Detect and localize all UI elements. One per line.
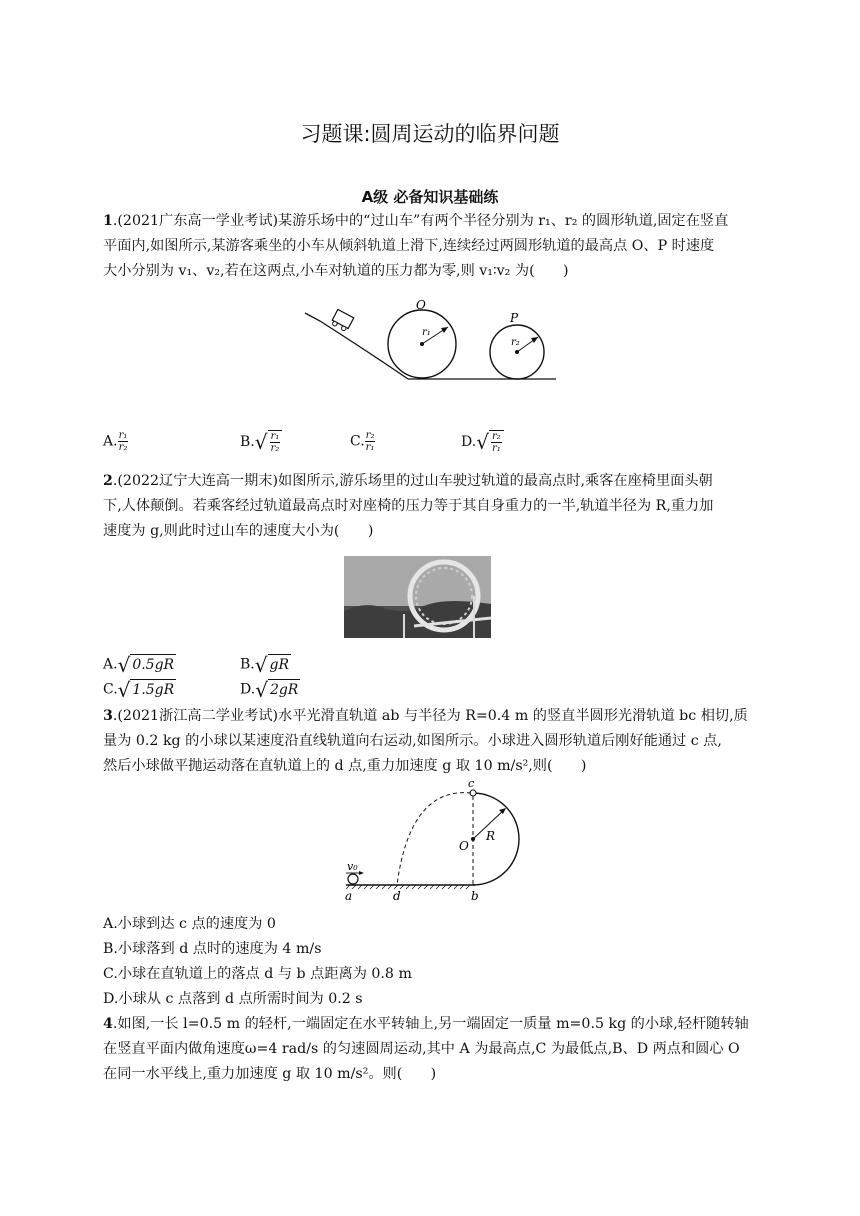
label-r2: r₂ <box>511 337 520 348</box>
q1-option-a-fraction <box>118 430 129 453</box>
q2-option-b-expr: gR <box>268 654 292 675</box>
q3-option-d[interactable]: D.小球从 c 点落到 d 点所需时间为 0.2 s <box>103 991 363 1007</box>
q1-option-c-label: C. <box>350 433 365 450</box>
question-2-line-2: 下,人体颠倒。若乘客经过轨道最高点时对座椅的压力等于其自身重力的一半,轨道半径为 R,重力加 <box>103 498 714 514</box>
sqrt-symbol: √ $\frac{\text{r₁}}{\text{r₂}}$ <box>255 430 283 454</box>
q1-option-d-fraction <box>489 430 504 454</box>
numerator: r₂ <box>491 431 501 442</box>
q1-option-b-fraction <box>268 430 283 454</box>
q2-option-a-expr: 0.5gR <box>130 654 176 675</box>
question-3 <box>103 704 763 779</box>
sqrt-symbol: √ 0.5gR <box>117 652 175 677</box>
q1-option-b[interactable] <box>240 430 282 454</box>
q1-option-a[interactable] <box>103 430 128 453</box>
question-2-line-3: 速度为 g,则此时过山车的速度大小为( ) <box>103 523 374 539</box>
q1-option-c-fraction <box>365 430 376 453</box>
sqrt-symbol: √ gR <box>254 652 290 677</box>
q2-option-d-expr: 2gR <box>268 679 300 700</box>
q3-option-a[interactable]: A.小球到达 c 点的速度为 0 <box>103 916 276 932</box>
question-1-line-3: 大小分别为 v₁、v₂,若在这两点,小车对轨道的压力都为零,则 v₁∶v₂ 为( ) <box>103 263 569 279</box>
sqrt-symbol: √ 2gR <box>255 677 299 702</box>
question-3-text-1: .(2021浙江高二学业考试)水平光滑直轨道 ab 与半径为 R=0.4 m 的竖直半圆形光滑轨道 bc 相切,质 <box>112 708 748 724</box>
label-d: d <box>393 889 401 903</box>
q3-options <box>103 912 763 1012</box>
numerator: r₁ <box>118 430 128 441</box>
label-c: c <box>468 777 475 790</box>
q2-option-c-expr: 1.5gR <box>130 679 176 700</box>
question-2-text-1: .(2022辽宁大连高一期末)如图所示,游乐场里的过山车驶过轨道的最高点时,乘客在座椅里面头朝 <box>112 473 713 489</box>
q2-option-d[interactable] <box>240 679 300 700</box>
question-4-number: 4 <box>103 1016 113 1032</box>
label-O: O <box>416 298 426 312</box>
question-4-line-2: 在竖直平面内做角速度ω=4 rad/s 的匀速圆周运动,其中 A 为最高点,C 为最低点,B、D 两点和圆心 O <box>103 1041 740 1057</box>
q3-option-c[interactable]: C.小球在直轨道上的落点 d 与 b 点距离为 0.8 m <box>103 966 412 982</box>
q1-option-d[interactable] <box>461 430 504 454</box>
page-title: 习题课:圆周运动的临界问题 <box>300 122 560 146</box>
q1-option-a-label: A. <box>103 433 118 450</box>
question-4-line-1 <box>103 1012 763 1037</box>
label-a: a <box>345 889 353 903</box>
sqrt-symbol: √ $\frac{\text{r₂}}{\text{r₁}}$ <box>476 430 504 454</box>
label-r1: r₁ <box>422 327 431 338</box>
q2-option-c[interactable] <box>103 679 176 700</box>
question-2 <box>103 469 763 544</box>
q2-option-a[interactable] <box>103 654 176 675</box>
section-heading: A级 必备知识基础练 <box>361 188 499 206</box>
label-P: P <box>510 311 519 325</box>
q1-option-d-label: D. <box>461 434 477 450</box>
denominator: r₂ <box>118 442 128 453</box>
question-1 <box>103 209 763 284</box>
q2-option-b-label: B. <box>240 656 255 673</box>
question-4 <box>103 1012 763 1087</box>
label-b: b <box>471 889 479 903</box>
question-3-line-2: 量为 0.2 kg 的小球以某速度沿直线轨道向右运动,如图所示。小球进入圆形轨道后刚好能通过 c 点, <box>103 733 722 749</box>
label-R: R <box>486 829 496 843</box>
question-3-number: 3 <box>103 708 113 724</box>
question-1-line-2: 平面内,如图所示,某游客乘坐的小车从倾斜轨道上滑下,连续经过两圆形轨道的最高点 O、P 时速度 <box>103 238 715 254</box>
denominator: r₁ <box>365 442 375 453</box>
loop-track-figure <box>300 298 570 390</box>
question-1-text-1: .(2021广东高一学业考试)某游乐场中的“过山车”有两个半径分别为 r₁、r₂ 的圆形轨道,固定在竖直 <box>112 213 729 229</box>
q3-option-b[interactable]: B.小球落到 d 点时的速度为 4 m/s <box>103 941 322 957</box>
sqrt-symbol: √ 1.5gR <box>117 677 175 702</box>
numerator: r₂ <box>365 430 375 441</box>
q2-option-c-label: C. <box>103 681 118 698</box>
question-4-line-3: 在同一水平线上,重力加速度 g 取 10 m/s²。则( ) <box>103 1066 437 1082</box>
denominator: r₂ <box>270 443 280 454</box>
question-2-line-1 <box>103 469 763 494</box>
question-3-line-1 <box>103 704 763 729</box>
roller-coaster-photo <box>344 556 491 638</box>
q2-option-a-label: A. <box>103 656 118 673</box>
q1-option-b-label: B. <box>240 434 255 450</box>
q2-option-d-label: D. <box>240 681 256 698</box>
denominator: r₁ <box>491 443 501 454</box>
label-O: O <box>459 839 469 853</box>
semicircle-track-figure <box>340 777 530 907</box>
question-2-number: 2 <box>103 473 113 489</box>
numerator: r₁ <box>270 431 280 442</box>
label-v0: v₀ <box>347 860 358 873</box>
question-1-number: 1 <box>103 213 113 229</box>
q2-option-b[interactable] <box>240 654 291 675</box>
question-3-line-3: 然后小球做平抛运动落在直轨道上的 d 点,重力加速度 g 取 10 m/s²,则( ) <box>103 758 587 774</box>
q1-option-c[interactable] <box>350 430 375 453</box>
question-4-text-1: .如图,一长 l=0.5 m 的轻杆,一端固定在水平转轴上,另一端固定一质量 m=0.5 kg 的小球,轻杆随转轴 <box>112 1016 749 1032</box>
question-1-line-1 <box>103 209 763 234</box>
